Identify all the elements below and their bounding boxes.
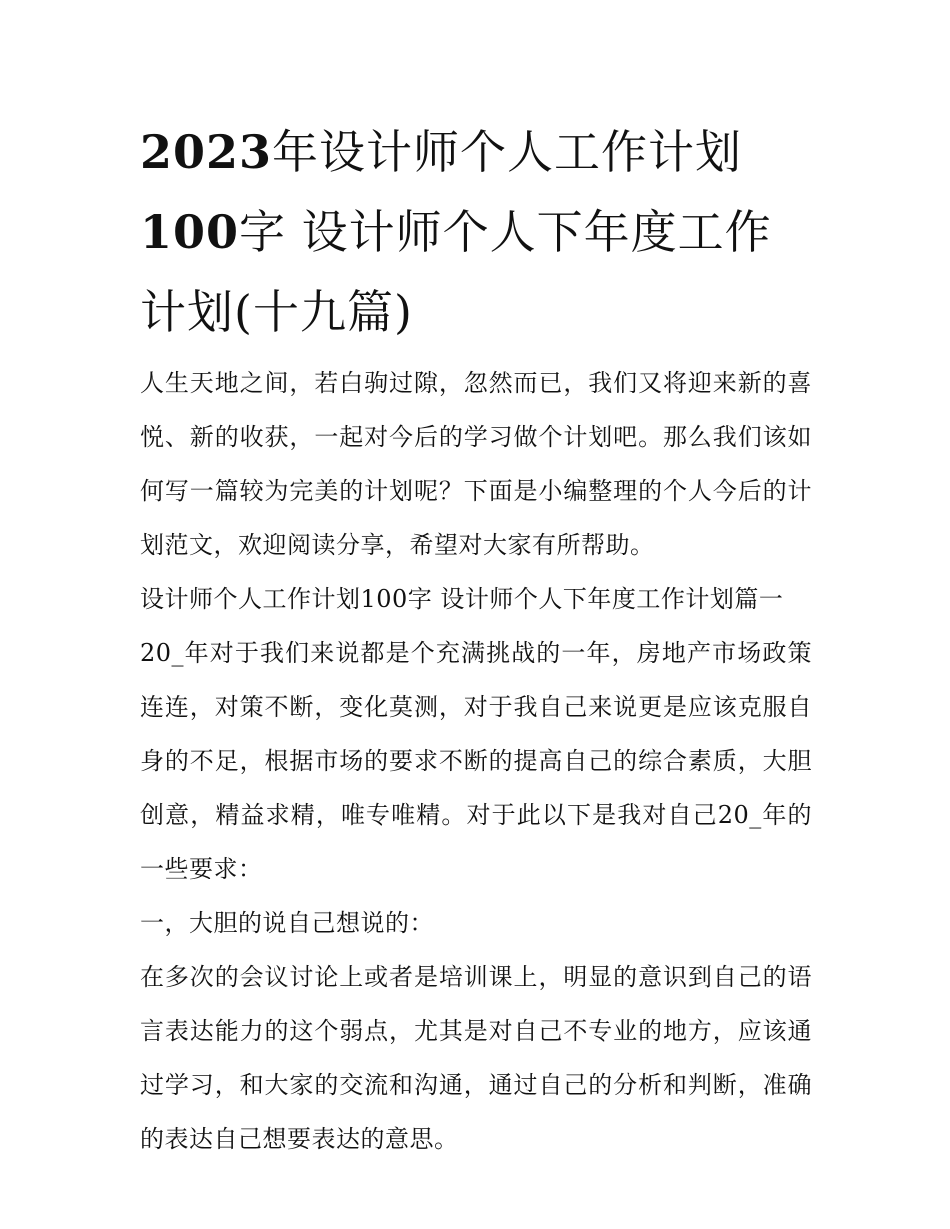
body-paragraph: 在多次的会议讨论上或者是培训课上，明显的意识到自己的语言表达能力的这个弱点，尤其是对自己不专业的地方，应该通过学习，和大家的交流和沟通，通过自己的分析和判断，准确的表达自己想要表达的意思。 (140, 963, 812, 1153)
document-page (140, 112, 812, 1166)
document-title (140, 112, 812, 352)
title-line-2: 100字 设计师个人下年度工作 (140, 205, 772, 259)
body-paragraph: 20_年对于我们来说都是个充满挑战的一年，房地产市场政策连连，对策不断，变化莫测，对于我自己来说更是应该克服自身的不足，根据市场的要求不断的提高自己的综合素质，大胆创意，精益求精，唯专唯精。对于此以下是我对自己20_年的一些要求： (140, 639, 812, 883)
section-heading: 设计师个人工作计划100字 设计师个人下年度工作计划篇一 (140, 585, 784, 613)
subsection-heading: 一，大胆的说自己想说的： (140, 909, 434, 937)
title-line-1: 2023年设计师个人工作计划 (140, 125, 743, 179)
intro-paragraph: 人生天地之间，若白驹过隙，忽然而已，我们又将迎来新的喜悦、新的收获，一起对今后的学习做个计划吧。那么我们该如何写一篇较为完美的计划呢？下面是小编整理的个人今后的计划范文，欢迎阅读分享，希望对大家有所帮助。 (140, 369, 812, 559)
title-line-3: 计划(十九篇) (140, 285, 413, 339)
